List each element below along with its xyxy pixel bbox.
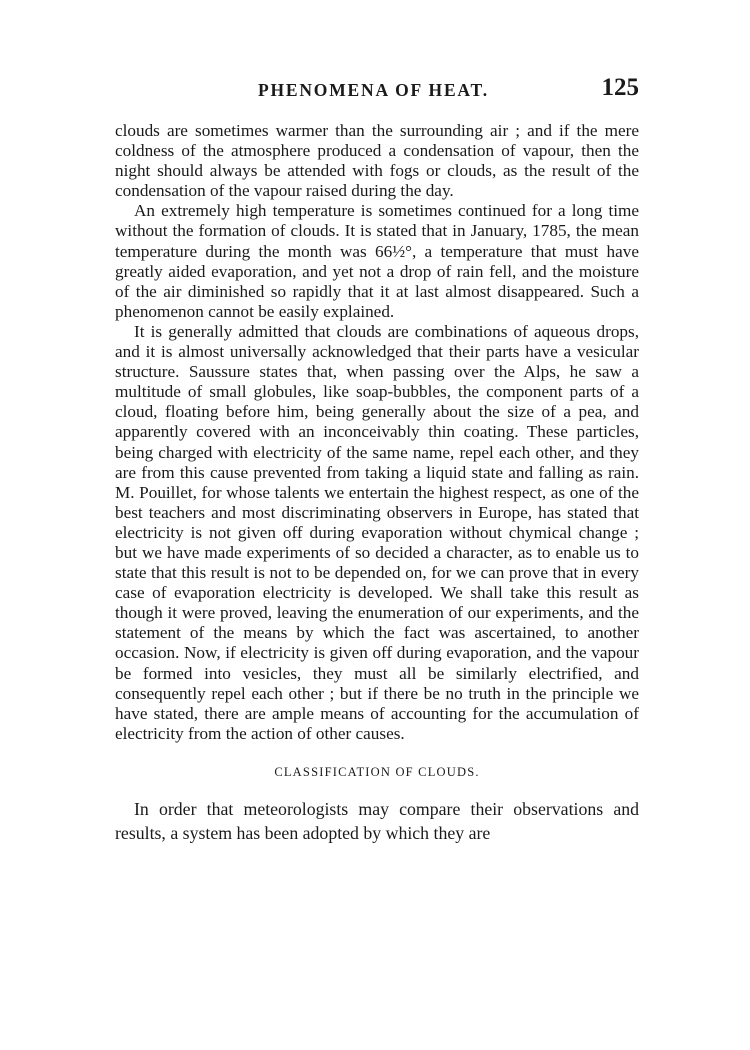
page-body — [115, 121, 639, 845]
paragraph-high-temperature: An extremely high temperature is sometimes continued for a long time without the formation of clouds. It is stated that in January, 1785, the mean temperature during the month was 66½°, a temperature that must have greatly aided evaporation, and yet not a drop of rain fell, and the moisture of the air diminished so rapidly that it at last almost disappeared. Such a phenomenon cannot be easily explained. — [115, 201, 639, 321]
page-header — [115, 74, 639, 108]
paragraph-continued: clouds are sometimes warmer than the surrounding air ; and if the mere coldness of the atmosphere produced a condensation of vapour, then the night should always be attended with fogs or clouds, as the result of the condensation of the vapour raised during the day. — [115, 121, 639, 201]
paragraph-classification-lead: In order that meteorologists may compare their observations and results, a system has been adopted by which they are — [115, 799, 639, 843]
section-heading: CLASSIFICATION OF CLOUDS. — [274, 764, 480, 779]
running-head: PHENOMENA OF HEAT. — [258, 80, 489, 100]
paragraph-cloud-structure: It is generally admitted that clouds are combinations of aqueous drops, and it is almost universally acknowledged that their parts have a vesicular structure. Saussure states that, when passing over the Alps, he saw a multitude of small globules, like soap-bubbles, the component parts of a cloud, floating before him, being generally about the size of a pea, and apparently covered with an inconceivably thin coating. These particles, being charged with electricity of the same name, repel each other, and they are from this cause prevented from taking a liquid state and falling as rain. M. Pouillet, for whose talents we entertain the highest respect, as one of the best teachers and most discriminating observers in Europe, has stated that electricity is not given off during evaporation without chymical change ; but we have made experiments of so decided a character, as to enable us to state that this result is not to be depended on, for we can prove that in every case of evaporation electricity is developed. We shall take this result as though it were proved, leaving the enumeration of our experiments, and the statement of the means by which the fact was ascertained, to another occasion. Now, if electricity is given off during evaporation, and the vapour be formed into vesicles, they must all be similarly electrified, and consequently repel each other ; but if there be no truth in the principle we have stated, there are ample means of accounting for the accumulation of electricity from the action of other causes. — [115, 321, 639, 743]
page-number: 125 — [601, 74, 639, 101]
